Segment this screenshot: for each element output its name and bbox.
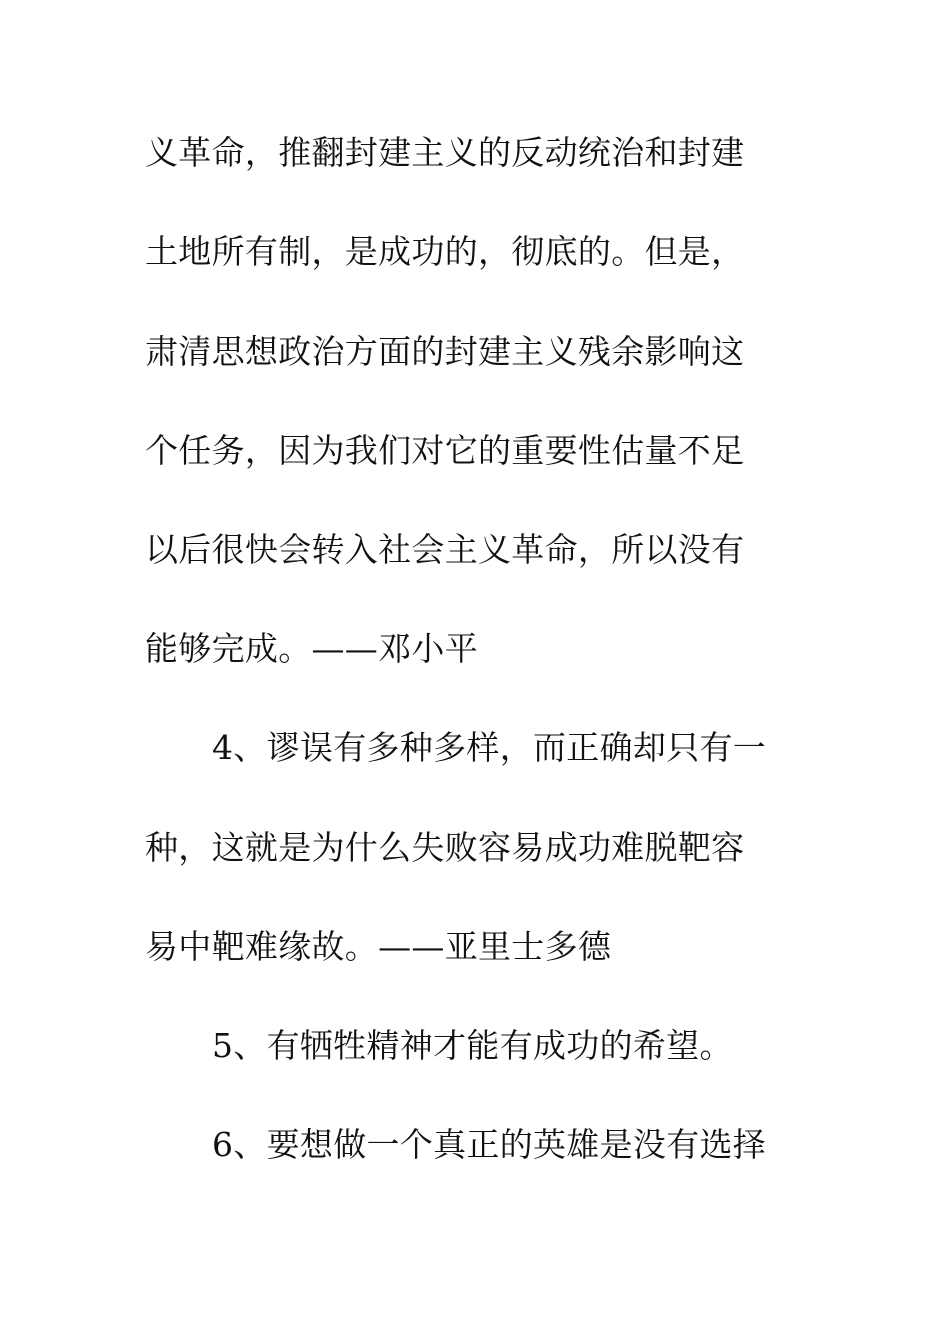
quote-item-5-line: 5、有牺牲精神才能有成功的希望。 [212, 1026, 733, 1065]
quote-item-6-line: 6、要想做一个真正的英雄是没有选择 [212, 1125, 767, 1164]
text-line: 肃清思想政治方面的封建主义残余影响这 [145, 332, 745, 371]
text-line: 种，这就是为什么失败容易成功难脱靶容 [145, 828, 745, 867]
text-line: 以后很快会转入社会主义革命，所以没有 [145, 530, 745, 569]
text-line: 义革命，推翻封建主义的反动统治和封建 [145, 133, 745, 172]
text-line: 能够完成。——邓小平 [145, 629, 478, 668]
text-line: 土地所有制，是成功的，彻底的。但是， [145, 232, 745, 271]
quote-item-4-line: 4、谬误有多种多样，而正确却只有一 [212, 728, 767, 767]
text-line: 易中靶难缘故。——亚里士多德 [145, 927, 612, 966]
text-line: 个任务，因为我们对它的重要性估量不足 [145, 431, 745, 470]
